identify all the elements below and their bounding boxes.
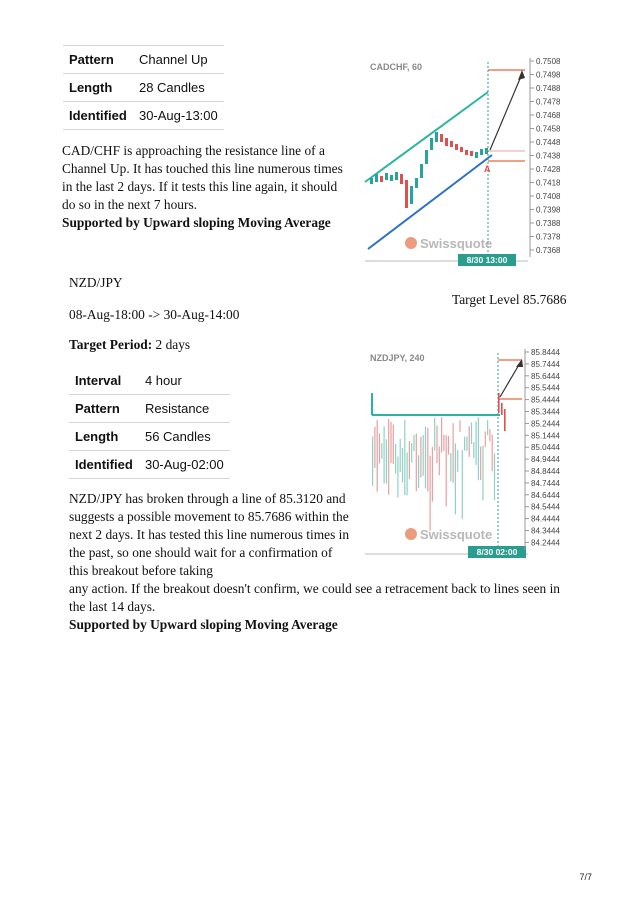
y-tick-label: 0.7458 (536, 124, 561, 134)
y-tick-label: 84.2444 (531, 538, 560, 548)
nzdjpy-target-period (69, 336, 190, 354)
candle (397, 456, 398, 497)
candle (390, 422, 391, 463)
candle (471, 423, 472, 445)
candle (469, 426, 470, 457)
table-row (69, 395, 230, 423)
nzdjpy-target-level: Target Level 85.7686 (452, 292, 567, 307)
table-row (63, 46, 224, 74)
candle (448, 436, 449, 455)
table-row (69, 367, 230, 395)
row-key: Pattern (69, 395, 139, 423)
candle (480, 447, 481, 481)
candle (459, 420, 460, 432)
supported-text: Supported by Upward sloping Moving Average (62, 215, 331, 230)
candle (400, 439, 401, 472)
projection-arrow (500, 363, 520, 397)
row-value: 30-Aug-13:00 (133, 102, 224, 130)
y-tick-label: 84.4444 (531, 514, 560, 524)
candle (446, 435, 447, 506)
candle (427, 428, 428, 492)
candle (386, 439, 387, 483)
table-row (63, 102, 224, 130)
arrow-head-icon (518, 70, 525, 80)
candle (462, 450, 463, 519)
candle (464, 437, 465, 451)
candle (492, 435, 493, 471)
candle (453, 423, 454, 483)
pattern-marker: A (484, 164, 491, 174)
candle (434, 418, 435, 451)
y-tick-label: 85.2444 (531, 419, 560, 429)
target-period-value: 2 days (155, 337, 191, 352)
supported-text: Supported by Upward sloping Moving Average (69, 617, 338, 632)
y-tick-label: 0.7508 (536, 57, 561, 66)
y-tick-label: 85.0444 (531, 443, 560, 453)
candle (379, 433, 380, 463)
row-value: 56 Candles (139, 423, 230, 451)
y-tick-label: 0.7388 (536, 219, 561, 228)
y-tick-label: 85.4444 (531, 395, 560, 405)
y-tick-label: 84.8444 (531, 467, 560, 476)
candle (450, 453, 451, 482)
candle (384, 426, 385, 483)
y-tick-label: 0.7428 (536, 165, 561, 174)
channel-resistance-line (365, 92, 488, 182)
y-tick-label: 0.7498 (536, 70, 561, 80)
y-tick-label: 85.1444 (531, 431, 560, 441)
chart-time-label: 8/30 13:00 (466, 255, 508, 265)
cadchf-details-table (63, 45, 224, 130)
row-key: Length (69, 423, 139, 451)
candle (425, 427, 426, 489)
chart-symbol: CADCHF, 60 (370, 62, 423, 72)
y-tick-label: 0.7468 (536, 111, 561, 120)
candle (501, 403, 503, 415)
y-tick-label: 84.3444 (531, 526, 560, 536)
candle (494, 453, 495, 500)
y-tick-label: 85.6444 (531, 371, 560, 381)
candle (498, 393, 500, 413)
row-key: Identified (69, 451, 139, 479)
candle (377, 420, 378, 492)
nzdjpy-details-table (69, 367, 230, 479)
candle (416, 434, 417, 492)
chart-symbol: NZDJPY, 240 (370, 353, 425, 363)
candle (482, 446, 483, 501)
candle (418, 455, 419, 488)
nzdjpy-description-continued: any action. If the breakout doesn't confirm, we could see a retracement back to lines seen in the last 14 days. (69, 581, 560, 614)
y-tick-label: 85.5444 (531, 383, 560, 393)
table-row (69, 423, 230, 451)
candle (374, 427, 375, 468)
candle (388, 419, 389, 495)
nzdjpy-date-range: 08-Aug-18:00 -> 30-Aug-14:00 (69, 307, 240, 322)
y-tick-label: 0.7488 (536, 84, 561, 93)
y-tick-label: 0.7378 (536, 232, 561, 242)
row-key: Interval (69, 367, 139, 395)
candle (381, 443, 382, 458)
candle (432, 447, 433, 502)
candle (395, 444, 396, 474)
candle (439, 447, 440, 476)
cadchf-supported-note (62, 214, 345, 232)
candle (402, 448, 403, 483)
y-tick-label: 85.3444 (531, 407, 560, 417)
candle (407, 452, 408, 495)
y-axis-ticks (525, 348, 560, 547)
cadchf-chart (360, 52, 585, 267)
candle (393, 425, 394, 464)
candle (485, 431, 486, 446)
candles (370, 132, 488, 208)
row-key: Pattern (63, 46, 133, 74)
y-tick-label: 84.7444 (531, 478, 560, 488)
nzdjpy-chart (360, 345, 585, 560)
row-value: 30-Aug-02:00 (139, 451, 230, 479)
nzdjpy-pair-label: NZD/JPY (69, 275, 123, 290)
candle (466, 437, 467, 452)
row-key: Identified (63, 102, 133, 130)
candle (423, 435, 424, 476)
row-value: 4 hour (139, 367, 230, 395)
row-value: 28 Candles (133, 74, 224, 102)
chart-brand: Swissquote (420, 236, 493, 251)
candle (409, 441, 410, 479)
y-tick-label: 0.7418 (536, 178, 561, 188)
y-tick-label: 0.7478 (536, 97, 561, 107)
candle (487, 420, 488, 435)
candle (420, 437, 421, 478)
candles (372, 393, 506, 531)
y-tick-label: 85.8444 (531, 348, 560, 357)
candle (476, 421, 477, 465)
y-tick-label: 84.6444 (531, 490, 560, 500)
candle (489, 429, 490, 441)
brand-logo-icon (405, 528, 417, 540)
candle (430, 456, 431, 531)
projection-arrow (490, 74, 522, 150)
y-axis-ticks (530, 57, 561, 255)
candle (478, 417, 479, 480)
chart-time-label: 8/30 02:00 (476, 547, 518, 557)
candle (457, 450, 458, 472)
nzdjpy-description-wrapped: NZD/JPY has broken through a line of 85.3120 and suggests a possible movement to 85.7686 within the next 2 days. It has tested this line numerous times in the past, so one should wait for a confirmation of this breakout before taking (69, 491, 350, 578)
y-tick-label: 0.7368 (536, 246, 561, 255)
candle (443, 435, 444, 451)
candle (441, 417, 442, 452)
channel-support-line (368, 155, 492, 249)
candle (413, 435, 414, 451)
row-key: Length (63, 74, 133, 102)
candle (404, 420, 405, 495)
candle (436, 426, 437, 464)
candle (411, 443, 412, 463)
target-period-label: Target Period: (69, 337, 153, 352)
table-row (69, 451, 230, 479)
row-value: Resistance (139, 395, 230, 423)
brand-logo-icon (405, 237, 417, 249)
candle (455, 443, 456, 514)
y-tick-label: 85.7444 (531, 359, 560, 369)
y-tick-label: 0.7408 (536, 192, 561, 201)
y-tick-label: 84.9444 (531, 455, 560, 465)
y-tick-label: 0.7438 (536, 151, 561, 161)
candle (504, 409, 506, 431)
candle (372, 437, 373, 486)
y-tick-label: 84.5444 (531, 502, 560, 512)
cadchf-description: CAD/CHF is approaching the resistance line of a Channel Up. It has touched this line numerous times in the last 2 days. If it tests this line again, it should do so in the next 7 hours. (62, 143, 343, 212)
y-tick-label: 0.7398 (536, 205, 561, 215)
table-row (63, 74, 224, 102)
nzdjpy-supported-note (69, 616, 579, 634)
row-value: Channel Up (133, 46, 224, 74)
chart-brand: Swissquote (420, 527, 493, 542)
candle (473, 442, 474, 458)
page-number: 7/7 (579, 872, 592, 882)
y-tick-label: 0.7448 (536, 138, 561, 147)
